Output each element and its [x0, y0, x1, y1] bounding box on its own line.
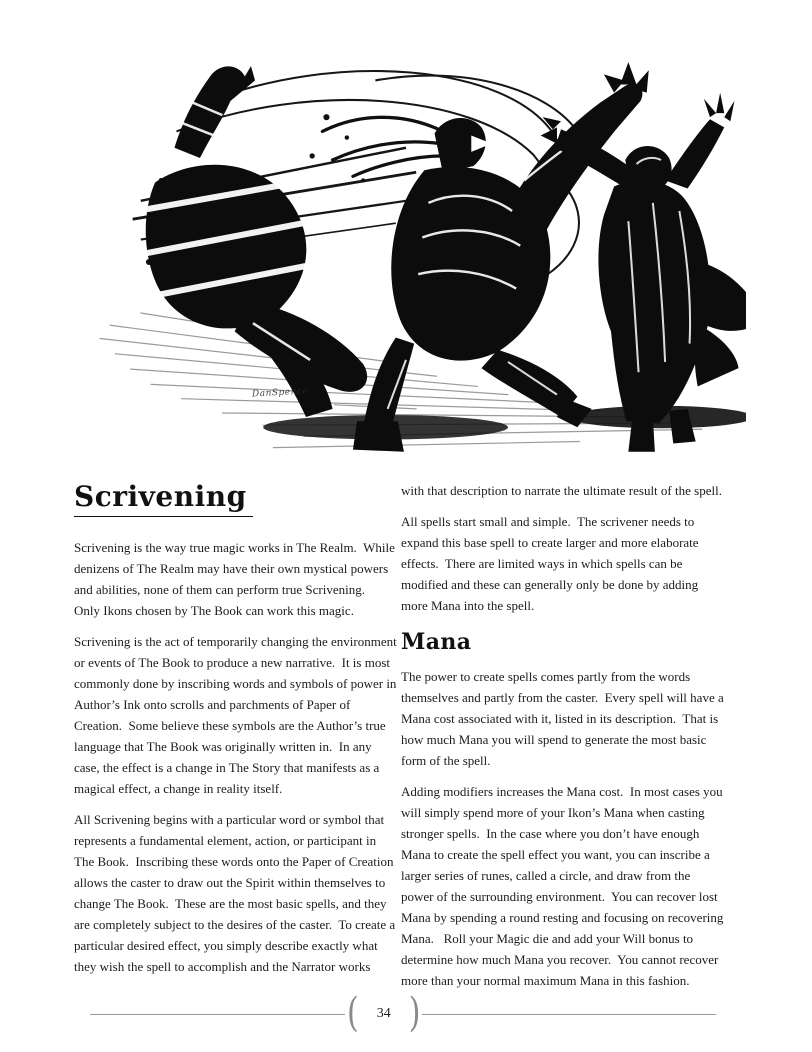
footer-rule-right [422, 1014, 716, 1015]
right-bracket-glyph: ) [408, 989, 421, 1037]
paragraph: All spells start small and simple. The scrivener needs to expand this base spell to create larger and more elaborate effects. There are limited ways in which spells can be modified and these can generally only be done by adding more Mana into the spell. [401, 514, 702, 613]
paragraph: The power to create spells comes partly from the words themselves and partly from the caster. Every spell will have a Mana cost associated with it, listed in its description. That is how much Mana you will spend to generate the most basic form of the spell. [401, 669, 727, 769]
section-heading-scrivening [74, 482, 397, 517]
page-number: 34 [376, 1006, 391, 1021]
left-figure [137, 66, 367, 417]
ink-drawing [66, 58, 746, 466]
section-heading-text: Scrivening [74, 482, 253, 517]
spellcasters-illustration [66, 58, 746, 466]
right-column [401, 480, 727, 1001]
paragraph: All Scrivening begins with a particular word or symbol that represents a fundamental element, action, or participant in The Book. Inscribing these words onto the Paper of Creation allows the caster to draw out the Spirit within themselves to change The Book. These are the most basic spells, and they are completely subject to the desires of the caster. To create a particular desired effect, you simply describe exactly what they wish the spell to accomplish and the Narrator works [74, 811, 399, 974]
footer-rule-left [90, 1014, 345, 1015]
left-column [74, 478, 400, 987]
page-number-group [345, 989, 422, 1037]
paragraph: with that description to narrate the ultimate result of the spell. [401, 483, 722, 498]
paragraph: Adding modifiers increases the Mana cost. In most cases you will simply spend more of your Ikon’s Mana when casting stronger spells. In the case where you don’t have enough Mana to create the spell effect you want, you can inscribe a larger series of runes, called a circle, and draw from the power of the surrounding environment. You can recover lost Mana by spending a round resting and focusing on recovering Mana. Roll your Magic die and add your Will bonus to determine how much Mana you recover. You cannot recover more than your normal maximum Mana in this fashion. [401, 784, 727, 989]
left-bracket-glyph: ( [347, 989, 359, 1037]
section-heading-mana: Mana [401, 629, 472, 655]
artist-signature: DanSpence [251, 386, 309, 400]
paragraph: Scrivening is the act of temporarily changing the environment or events of The Book to produce a new narrative. It is most commonly done by inscribing words and symbols of power in Author’s Ink onto scrolls and parchments of Paper of Creation. Some believe these symbols are the Author’s true language that The Book was originally written in. In any case, the effect is a change in The Story that manifests as a magical effect, a change in reality itself. [74, 633, 400, 796]
paragraph: Scrivening is the way true magic works in The Realm. While denizens of The Realm may have their own mystical powers and abilities, none of them can perform true Scrivening. Only Ikons chosen by The Book can work this magic. [74, 539, 399, 618]
page-footer [90, 989, 716, 1037]
